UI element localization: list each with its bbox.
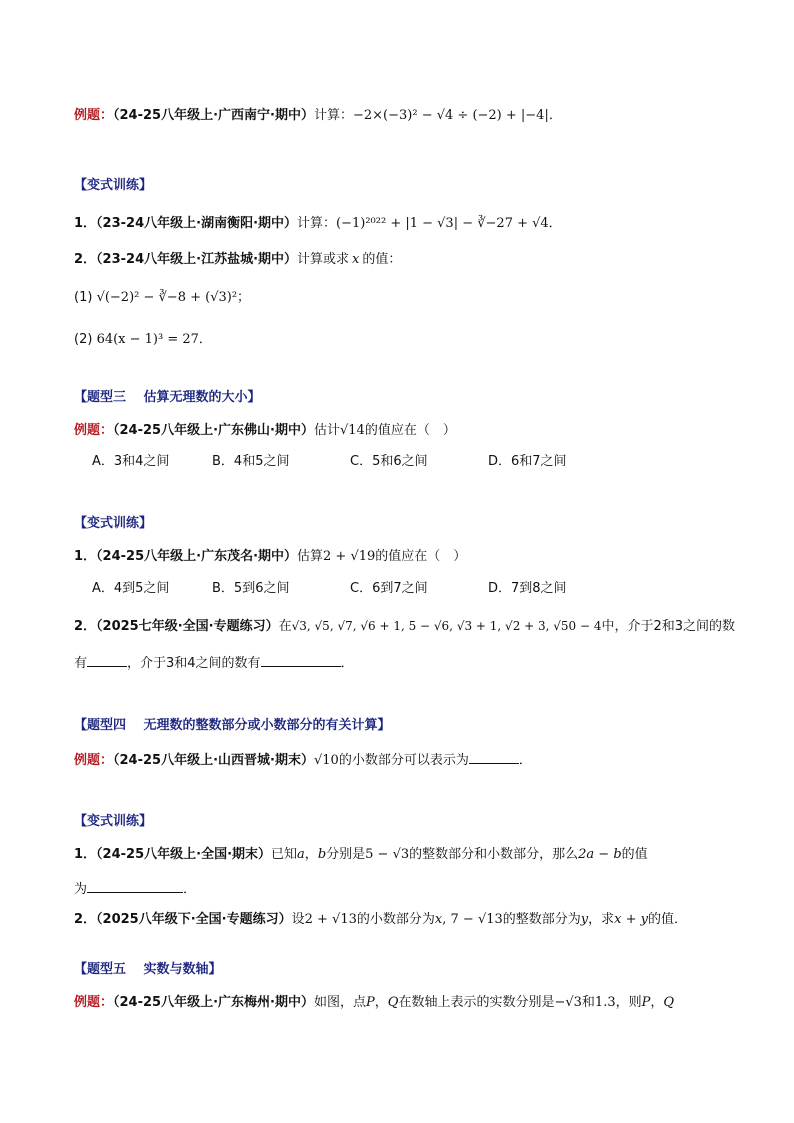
punctuation: ．: [183, 882, 197, 897]
problem-text: 的值．: [648, 912, 688, 927]
example-problem-1: [74, 106, 562, 126]
section-title-5: 【题型五 实数与数轴】: [74, 962, 222, 977]
variation-heading: 【变式训练】: [74, 516, 153, 531]
problem-text: 估计: [313, 423, 340, 438]
answer-options: [92, 579, 567, 599]
problem-text: 在: [278, 619, 292, 634]
example-label: 例题：: [74, 108, 114, 123]
question-number: 1．: [74, 216, 97, 231]
problem-source: （24-25八年级上·广西南宁·期中）: [113, 108, 314, 123]
problem-text: ，介于3和4之间的数有: [127, 656, 261, 671]
variable-b: b: [317, 847, 327, 862]
punctuation: ，: [304, 847, 318, 862]
punctuation: ，: [650, 995, 664, 1010]
point-p: P: [641, 995, 651, 1010]
example-problem-3: [74, 421, 456, 441]
problem-text: 的小数部分可以表示为: [338, 753, 469, 768]
problem-source: （2025八年级下·全国·专题练习）: [96, 912, 292, 927]
subquestion-1: [74, 288, 250, 308]
question-number: 2．: [74, 619, 97, 634]
example-label: 例题：: [74, 423, 114, 438]
question-number: 2．: [74, 252, 97, 267]
punctuation: ．: [198, 332, 212, 347]
problem-source: （23-24八年级上·江苏盐城·期中）: [96, 252, 298, 267]
option-d[interactable]: D．6和7之间: [488, 454, 567, 469]
problem-text: 的值应在（ ）: [375, 549, 467, 564]
example-problem-4: [74, 749, 532, 771]
example-label: 例题：: [74, 753, 114, 768]
problem-text: 计算或求: [297, 252, 350, 267]
option-a[interactable]: A．4到5之间: [92, 581, 170, 596]
problem-text: 有: [74, 656, 88, 671]
punctuation: ．: [340, 656, 354, 671]
variation-heading: 【变式训练】: [74, 178, 153, 193]
problem-text: ，则: [615, 995, 642, 1010]
subquestion-label: (1): [74, 290, 93, 305]
problem-text: 的值应在（ ）: [364, 423, 456, 438]
problem-source: （24-25八年级上·广东佛山·期中）: [113, 423, 314, 438]
example-problem-5: [74, 993, 674, 1013]
answer-options: [92, 452, 567, 472]
variation-question-2-line2: [74, 652, 354, 674]
problem-text: 中，介于2和3之间的数: [601, 619, 736, 634]
problem-text: 设: [291, 912, 305, 927]
answer-blank[interactable]: [469, 749, 519, 764]
variation-question-2: [74, 616, 735, 637]
punctuation: ．: [548, 108, 562, 123]
math-expression: 2a − b: [578, 847, 622, 862]
variable-x: x: [352, 252, 360, 267]
point-p: P: [366, 995, 375, 1010]
problem-text: 的值：: [362, 252, 402, 267]
math-expression: 5 − √3: [365, 847, 410, 862]
option-a[interactable]: A．3和4之间: [92, 454, 170, 469]
option-b[interactable]: B．5到6之间: [212, 581, 290, 596]
problem-text: 分别是: [326, 847, 366, 862]
variation-heading: 【变式训练】: [74, 814, 153, 829]
punctuation: ，: [374, 995, 388, 1010]
problem-text: 的整数部分为: [502, 912, 581, 927]
subquestion-2: [74, 330, 212, 350]
problem-text: 的整数部分和小数部分，那么: [409, 847, 579, 862]
problem-text: ，求: [588, 912, 615, 927]
math-expression: , 7 − √13: [442, 912, 503, 927]
answer-blank[interactable]: [261, 652, 341, 667]
point-q: Q: [387, 995, 399, 1010]
number-value: 1.3: [594, 995, 616, 1010]
punctuation: ．: [548, 216, 562, 231]
problem-text: 的小数部分为: [356, 912, 435, 927]
answer-blank[interactable]: [87, 878, 183, 893]
math-expression: 2 + √19: [323, 549, 376, 564]
variation-question-2: [74, 910, 687, 930]
option-c[interactable]: C．5和6之间: [350, 454, 428, 469]
problem-text: 计算：: [297, 216, 337, 231]
problem-text: 的值: [621, 847, 648, 862]
problem-source: （2025七年级·全国·专题练习）: [96, 619, 279, 634]
question-number: 1．: [74, 847, 97, 862]
punctuation: ；: [237, 290, 251, 305]
variable-y: y: [580, 912, 589, 927]
problem-text: 计算：: [313, 108, 353, 123]
subquestion-label: (2): [74, 332, 93, 347]
problem-text: 已知: [271, 847, 298, 862]
question-number: 2．: [74, 912, 97, 927]
punctuation: ．: [518, 753, 532, 768]
variation-question-2: [74, 250, 401, 270]
variable-a: a: [297, 847, 305, 862]
math-expression: √10: [313, 753, 339, 768]
math-expression: (−1)²⁰²² + |1 − √3| − ∛−27 + √4: [336, 216, 549, 231]
option-c[interactable]: C．6到7之间: [350, 581, 428, 596]
example-label: 例题：: [74, 995, 114, 1010]
problem-source: （24-25八年级上·全国·期末）: [96, 847, 272, 862]
question-number: 1．: [74, 549, 97, 564]
option-d[interactable]: D．7到8之间: [488, 581, 567, 596]
math-expression: −2×(−3)² − √4 ÷ (−2) + |−4|: [353, 108, 549, 123]
section-title-3: 【题型三 估算无理数的大小】: [74, 390, 261, 405]
variation-question-1-line2: [74, 878, 196, 900]
answer-blank[interactable]: [87, 652, 127, 667]
option-b[interactable]: B．4和5之间: [212, 454, 290, 469]
point-q: Q: [663, 995, 675, 1010]
problem-text: 估算: [297, 549, 324, 564]
problem-text: 为: [74, 882, 88, 897]
problem-source: （23-24八年级上·湖南衡阳·期中）: [96, 216, 298, 231]
math-expression: √14: [340, 423, 365, 438]
section-title-4: 【题型四 无理数的整数部分或小数部分的有关计算】: [74, 718, 391, 733]
math-expression: √3, √5, √7, √6 + 1, 5 − √6, √3 + 1, √2 + 3, √50 − 4: [291, 619, 602, 633]
problem-source: （24-25八年级上·山西晋城·期末）: [113, 753, 314, 768]
variation-question-1: [74, 214, 562, 234]
problem-text: 在数轴上表示的实数分别是: [398, 995, 555, 1010]
problem-text: 和: [581, 995, 595, 1010]
math-expression: x + y: [614, 912, 649, 927]
variation-question-1: [74, 845, 648, 865]
math-expression: √(−2)² − ∛−8 + (√3)²: [96, 290, 238, 305]
math-expression: −√3: [554, 995, 582, 1010]
problem-source: （24-25八年级上·广东茂名·期中）: [96, 549, 298, 564]
variation-question-1: [74, 547, 466, 567]
math-expression: 64(x − 1)³ = 27: [96, 332, 199, 347]
math-expression: 2 + √13: [304, 912, 357, 927]
problem-text: 如图，点: [313, 995, 366, 1010]
variable-x: x: [434, 912, 443, 927]
problem-source: （24-25八年级上·广东梅州·期中）: [113, 995, 314, 1010]
